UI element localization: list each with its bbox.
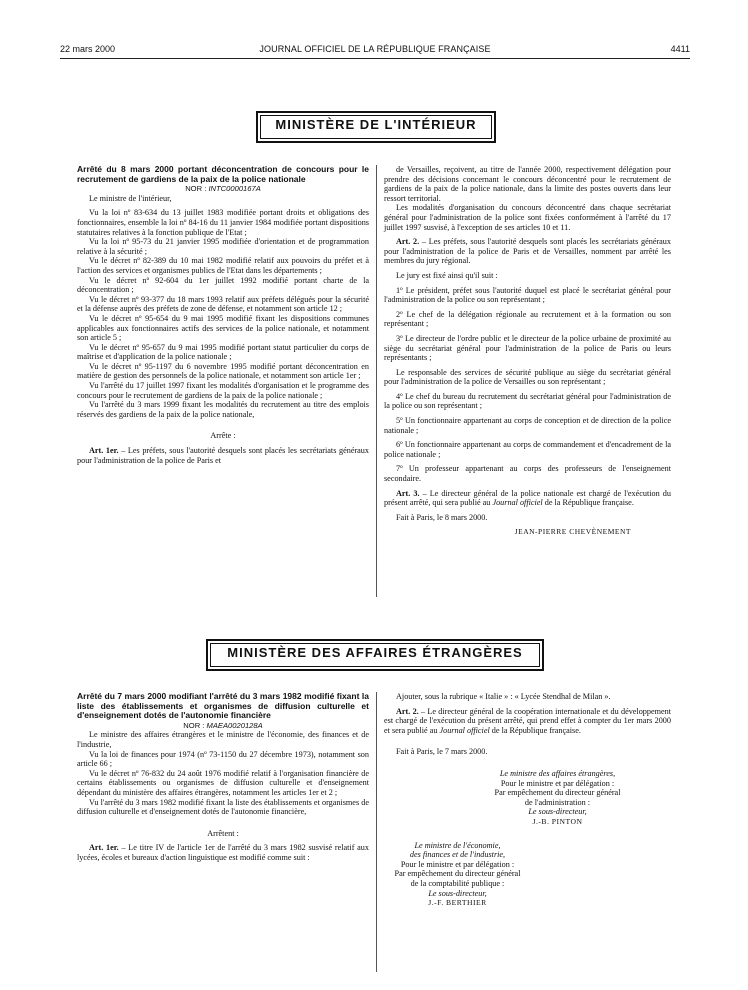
arrete1-signature: JEAN-PIERRE CHEVÈNEMENT xyxy=(514,527,631,537)
header-journal-title: JOURNAL OFFICIEL DE LA RÉPUBLIQUE FRANÇAISE xyxy=(259,44,491,54)
paragraph: J.-B. PINTON xyxy=(532,816,583,826)
ministry-interior-title: MINISTÈRE DE L'INTÉRIEUR xyxy=(260,115,492,139)
paragraph: Vu la loi de finances pour 1974 (nº 73-1150 du 27 décembre 1973), notamment son article 66 ; xyxy=(77,749,369,769)
arrete1-jury-list xyxy=(384,271,671,484)
arrete2-nor: NOR : MAEA0020128A xyxy=(183,720,263,730)
arrete2-arretent: Arrêtent : xyxy=(207,828,239,838)
arrete2-article2: Art. 2. – Le directeur général de la coopération internationale et du développement est chargé de l'exécution du présent arrêté, qui prend effet à compter du 1er mars 2000 et sera publié au Journal officiel de la République française. xyxy=(384,706,671,735)
paragraph: Vu le décret nº 92-604 du 1er juillet 1992 modifié portant charte de la déconcentration ; xyxy=(77,275,369,295)
arrete1-continuation xyxy=(384,165,671,232)
paragraph: Vu l'arrêté du 3 mars 1982 modifié fixant la liste des établissements et organismes de diffusion culturelle et d'enseignement dotés de l'autonomie financière, xyxy=(77,797,369,817)
arrete1-article1: Art. 1er. – Les préfets, sous l'autorité desquels sont placés les secrétariats généraux pour l'administration de la police de Paris et xyxy=(77,446,369,465)
paragraph: Le ministre des affaires étrangères et le ministre de l'économie, des finances et de l'industrie, xyxy=(77,730,369,749)
paragraph: 5º Un fonctionnaire appartenant au corps de conception et de direction de la police nationale ; xyxy=(384,416,671,435)
arrete2-addition: Ajouter, sous la rubrique « Italie » : « Lycée Stendhal de Milan ». xyxy=(396,692,611,701)
paragraph: 2º Le chef de la délégation régionale au recrutement et à la formation ou son représentant ; xyxy=(384,309,671,329)
ministry-foreign-affairs-title: MINISTÈRE DES AFFAIRES ÉTRANGÈRES xyxy=(210,643,540,667)
column-divider-2 xyxy=(376,692,377,972)
paragraph: Le ministre de l'économie, xyxy=(414,840,501,850)
paragraph: 7º Un professeur appartenant au corps des professeurs de l'enseignement secondaire. xyxy=(384,464,671,484)
paragraph: de la comptabilité publique : xyxy=(410,878,505,888)
paragraph: de l'administration : xyxy=(524,797,591,807)
header-rule xyxy=(60,58,690,59)
paragraph: Vu le décret nº 76-832 du 24 août 1976 modifié relatif à l'organisation financière de certains établissements ou organismes de diffusion culturelle et d'enseignement dépendant du ministère des affaires étrangères, notamment les articles 1er et 2 ; xyxy=(77,768,369,797)
arrete1-title: Arrêté du 8 mars 2000 portant déconcentration de concours pour le recrutement de gardiens de la paix de la police nationale xyxy=(77,164,369,184)
paragraph: Vu la loi nº 95-73 du 21 janvier 1995 modifiée d'orientation et de programmation relative à la sécurité ; xyxy=(77,237,369,256)
arrete1-article3: Art. 3. – Le directeur général de la police nationale est chargé de l'exécution du présent arrêté, qui sera publié au Journal officiel de la République française. xyxy=(384,488,671,508)
paragraph: Vu la loi nº 83-634 du 13 juillet 1983 modifiée portant droits et obligations des fonctionnaires, ensemble la loi nº 84-16 du 11 janvier 1984 modifiée portant dispositions statutaires relatives à la fonction publique de l'Etat ; xyxy=(77,208,369,237)
page-header xyxy=(60,44,690,58)
arrete2-done-at: Fait à Paris, le 7 mars 2000. xyxy=(396,747,488,757)
arrete2-article1: Art. 1er. – Le titre IV de l'article 1er de l'arrêté du 3 mars 1982 susvisé relatif aux lycées, écoles et bureaux d'action linguistique est modifié comme suit : xyxy=(77,843,369,862)
ministry-foreign-affairs-box xyxy=(206,639,544,671)
column-divider xyxy=(376,165,377,597)
arrete1-left-column xyxy=(77,165,369,465)
paragraph: Vu le décret nº 95-1197 du 6 novembre 1995 modifié portant déconcentration en matière de gestion des personnels de la police nationale, et notamment son article 1er ; xyxy=(77,361,369,381)
paragraph: Pour le ministre et par délégation : xyxy=(500,778,615,788)
arrete1-right-column xyxy=(384,165,671,537)
paragraph: Le sous-directeur, xyxy=(428,888,487,898)
arrete1-arrete: Arrête : xyxy=(210,431,236,441)
arrete1-article2: Art. 2. – Les préfets, sous l'autorité desquels sont placés les secrétariats généraux pour l'administration de la police de Paris et de Versailles, nomment par arrêté les membres du jury régional. xyxy=(384,237,671,266)
paragraph: Vu le décret nº 93-377 du 18 mars 1993 relatif aux préfets délégués pour la sécurité et la défense auprès des préfets de zone de défense, et notamment son article 12 ; xyxy=(77,294,369,314)
paragraph: de Versailles, reçoivent, au titre de l'année 2000, respectivement délégation pour prendre des décisions concernant le concours déconcentré pour le recrutement de gardiens de la paix de la police nationale, dans la limite des postes ouverts dans leur ressort territorial. xyxy=(384,165,671,203)
paragraph: Le ministre des affaires étrangères, xyxy=(499,768,616,778)
paragraph: des finances et de l'industrie, xyxy=(409,850,506,860)
paragraph: Vu l'arrêté du 17 juillet 1997 fixant les modalités d'organisation et le programme des concours pour le recrutement de gardiens de la paix de la police nationale ; xyxy=(77,381,369,400)
paragraph: Vu le décret nº 95-654 du 9 mai 1995 modifié fixant les dispositions communes applicables aux fonctionnaires actifs des services de la police nationale, et notamment son article 5 ; xyxy=(77,313,369,343)
arrete2-title: Arrêté du 7 mars 2000 modifiant l'arrêté du 3 mars 1982 modifié fixant la liste des établissements et organismes de diffusion culturelle et d'enseignement dotés de l'autonomie financière xyxy=(77,691,369,721)
header-date: 22 mars 2000 xyxy=(60,44,116,54)
arrete2-visas xyxy=(77,730,369,816)
paragraph: 3º Le directeur de l'ordre public et le directeur de la police urbaine de proximité au siège du secrétariat général pour l'administration de la police de Paris ou leurs représentants ; xyxy=(384,333,671,363)
paragraph: Le ministre de l'intérieur, xyxy=(89,193,172,203)
paragraph: 4º Le chef du bureau du recrutement du secrétariat général pour l'administration de la police ou son représentant ; xyxy=(384,391,671,411)
arrete1-visas xyxy=(77,194,369,420)
arrete2-signature-economy xyxy=(384,841,671,908)
header-page-number: 4411 xyxy=(670,44,690,54)
arrete1-nor: NOR : INTC0000167A xyxy=(185,184,261,194)
paragraph: Vu l'arrêté du 3 mars 1999 fixant les modalités du recrutement au titre des emplois réservés des gardiens de la paix de la police nationale, xyxy=(77,400,369,419)
arrete1-done-at: Fait à Paris, le 8 mars 2000. xyxy=(396,512,488,522)
paragraph: Le responsable des services de sécurité publique au siège du secrétariat général pour l'administration de la police de Versailles ou son représentant ; xyxy=(384,367,671,387)
paragraph: J.-F. BERTHIER xyxy=(428,898,487,908)
arrete2-left-column xyxy=(77,692,369,863)
paragraph: Vu le décret nº 82-389 du 10 mai 1982 modifié relatif aux pouvoirs du préfet et à l'action des services et organismes publics de l'Etat dans les départements ; xyxy=(77,256,369,275)
paragraph: 6º Un fonctionnaire appartenant au corps de commandement et d'encadrement de la police nationale ; xyxy=(384,440,671,459)
paragraph: Vu le décret nº 95-657 du 9 mai 1995 modifié portant statut particulier du corps de maîtrise et d'application de la police nationale ; xyxy=(77,342,369,362)
paragraph: Par empêchement du directeur général xyxy=(394,869,521,879)
paragraph: Les modalités d'organisation du concours déconcentré dans chaque secrétariat général pour l'administration de la police sont fixées conformément à l'arrêté du 17 juillet 1997 susvisé, à l'exception de ses articles 10 et 11. xyxy=(384,203,671,232)
ministry-interior-box xyxy=(256,111,496,143)
arrete2-signature-foreign-affairs xyxy=(444,769,671,827)
paragraph: Le jury est fixé ainsi qu'il suit : xyxy=(396,270,498,280)
paragraph: 1º Le président, préfet sous l'autorité duquel est placé le secrétariat général pour l'administration de la police ou son représentant ; xyxy=(384,285,671,305)
paragraph: Le sous-directeur, xyxy=(528,807,587,817)
paragraph: Pour le ministre et par délégation : xyxy=(400,859,515,869)
paragraph: Par empêchement du directeur général xyxy=(494,788,621,798)
arrete2-right-column xyxy=(384,692,671,908)
